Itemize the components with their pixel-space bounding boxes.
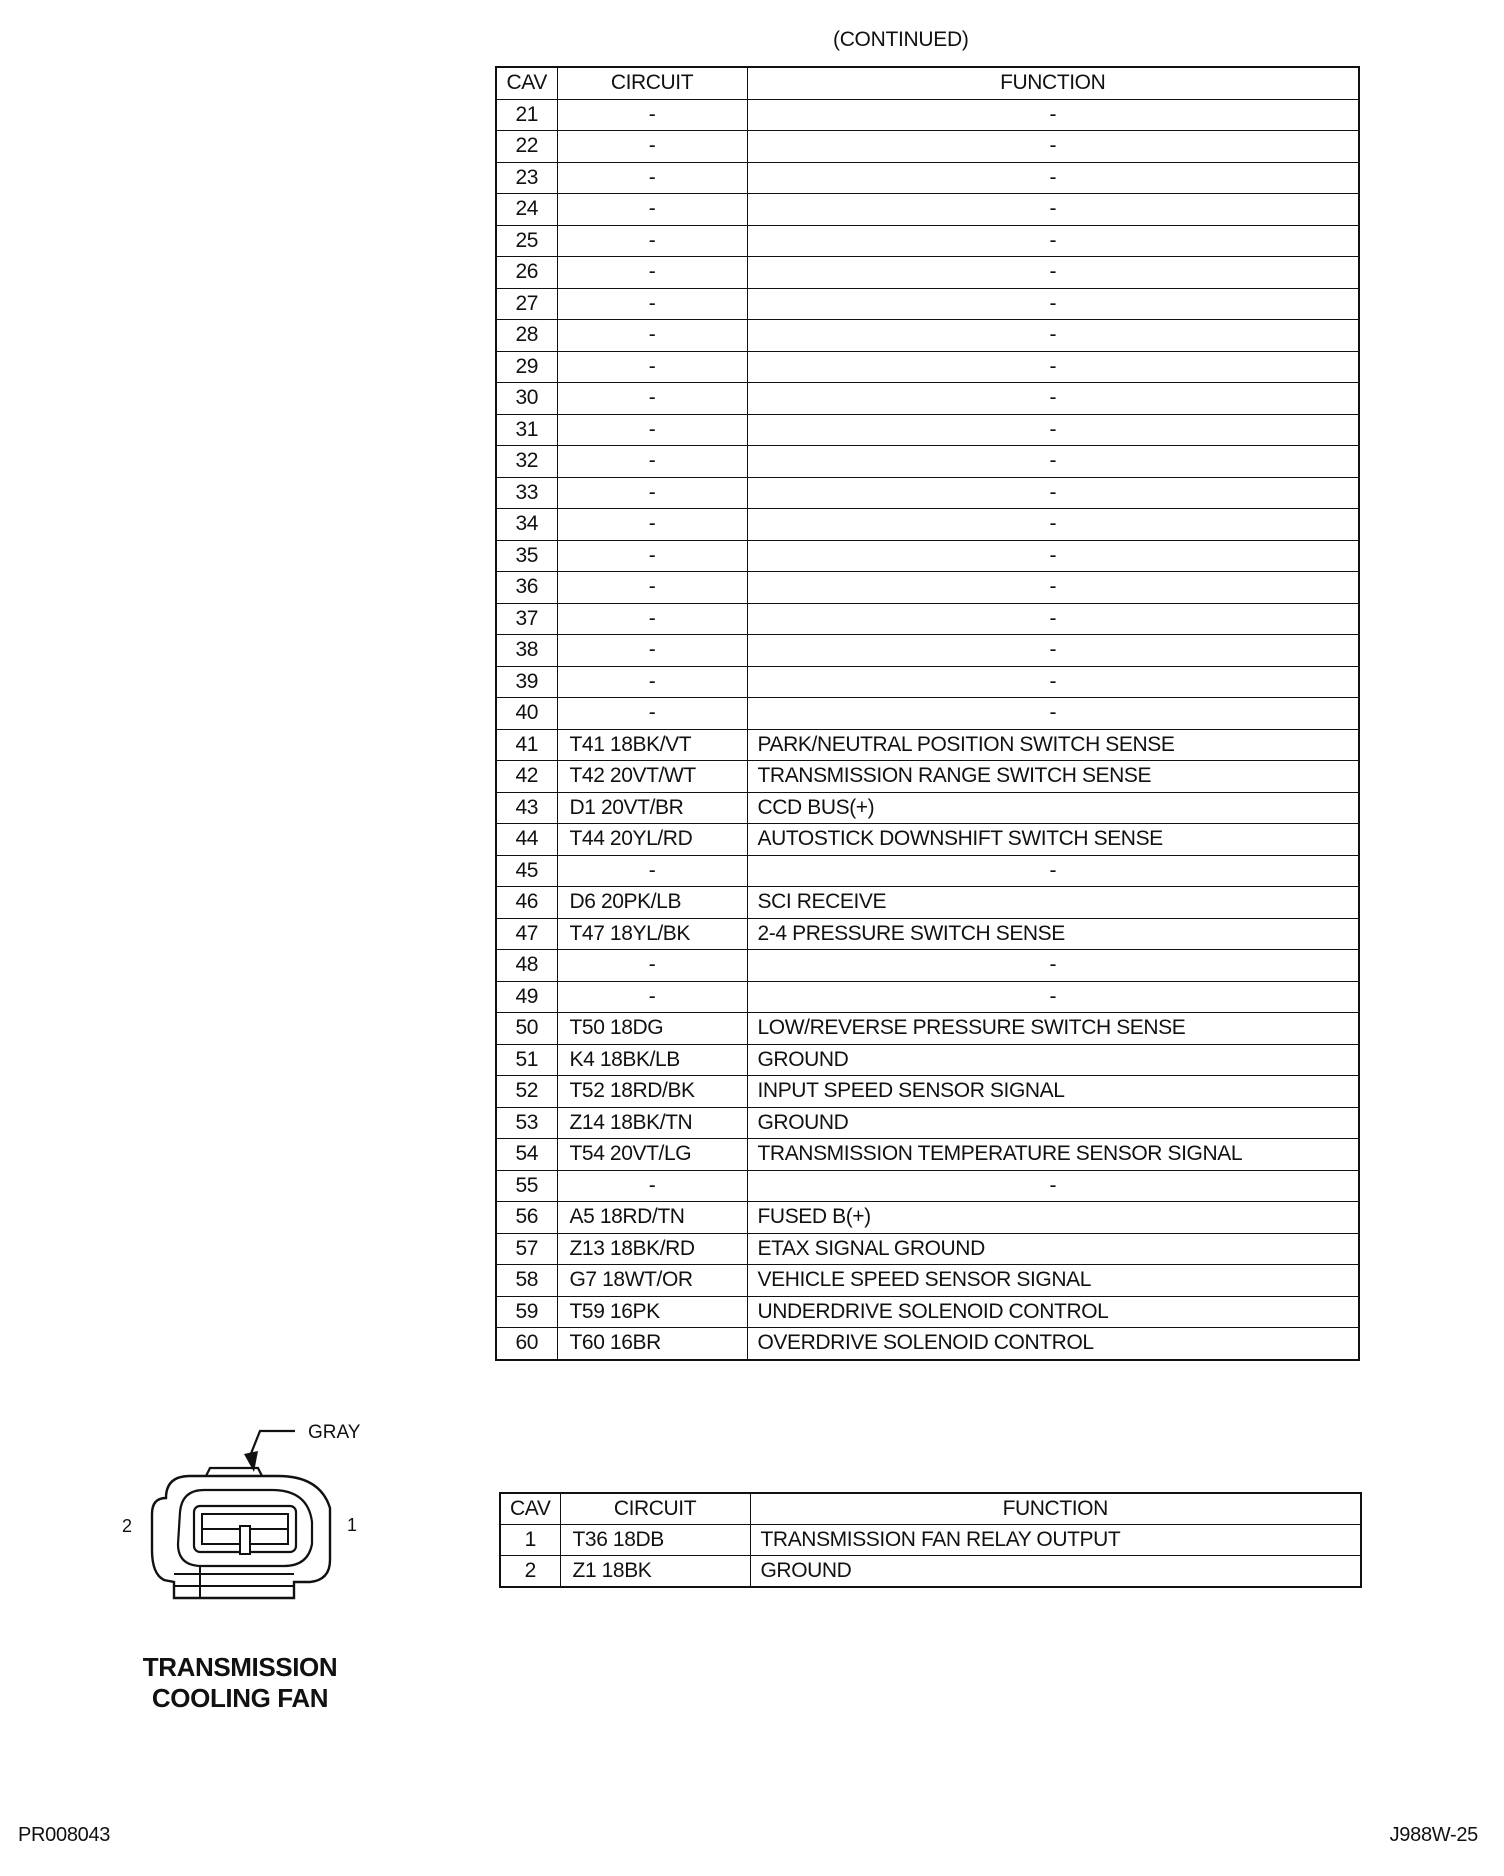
circuit-cell: Z13 18BK/RD — [557, 1233, 747, 1265]
cav-cell: 27 — [496, 288, 557, 320]
table-row — [496, 1296, 1359, 1328]
circuit-cell: - — [557, 99, 747, 131]
cav-cell: 22 — [496, 131, 557, 163]
circuit-cell: G7 18WT/OR — [557, 1265, 747, 1297]
function-cell: - — [747, 99, 1359, 131]
circuit-cell: T44 20YL/RD — [557, 824, 747, 856]
table-row — [496, 1107, 1359, 1139]
table-row — [496, 320, 1359, 352]
table-row — [496, 99, 1359, 131]
circuit-cell: - — [557, 666, 747, 698]
circuit-cell: - — [557, 446, 747, 478]
table-row — [496, 761, 1359, 793]
table-row — [496, 414, 1359, 446]
function-cell: - — [747, 320, 1359, 352]
function-cell: VEHICLE SPEED SENSOR SIGNAL — [747, 1265, 1359, 1297]
continued-label: (CONTINUED) — [833, 28, 969, 51]
table-row — [500, 1556, 1361, 1588]
circuit-cell: D6 20PK/LB — [557, 887, 747, 919]
cav-cell: 60 — [496, 1328, 557, 1360]
table-row — [496, 981, 1359, 1013]
circuit-cell: - — [557, 320, 747, 352]
cav-cell: 39 — [496, 666, 557, 698]
circuit-cell: - — [557, 131, 747, 163]
gray-label: GRAY — [308, 1422, 361, 1443]
circuit-cell: - — [557, 351, 747, 383]
connector-title — [110, 1652, 370, 1714]
table-row — [496, 383, 1359, 415]
circuit-cell: - — [557, 509, 747, 541]
function-cell: - — [747, 603, 1359, 635]
function-cell: UNDERDRIVE SOLENOID CONTROL — [747, 1296, 1359, 1328]
transmission-cooling-fan-connector — [108, 1410, 388, 1610]
circuit-cell: T52 18RD/BK — [557, 1076, 747, 1108]
function-cell: - — [747, 414, 1359, 446]
cav-cell: 41 — [496, 729, 557, 761]
table-row — [496, 194, 1359, 226]
cav-cell: 2 — [500, 1556, 560, 1588]
function-cell: - — [747, 257, 1359, 289]
cav-cell: 33 — [496, 477, 557, 509]
table-row — [496, 1139, 1359, 1171]
function-cell: - — [747, 698, 1359, 730]
function-cell: GROUND — [750, 1556, 1361, 1588]
function-cell: - — [747, 666, 1359, 698]
function-cell: - — [747, 509, 1359, 541]
cav-cell: 43 — [496, 792, 557, 824]
function-cell: - — [747, 351, 1359, 383]
function-cell: LOW/REVERSE PRESSURE SWITCH SENSE — [747, 1013, 1359, 1045]
circuit-cell: - — [557, 477, 747, 509]
table-row — [496, 477, 1359, 509]
cav-cell: 37 — [496, 603, 557, 635]
cav-cell: 56 — [496, 1202, 557, 1234]
circuit-cell: - — [557, 698, 747, 730]
table-row — [496, 855, 1359, 887]
circuit-cell: T41 18BK/VT — [557, 729, 747, 761]
circuit-cell: - — [557, 1170, 747, 1202]
table-row — [496, 1170, 1359, 1202]
circuit-cell: - — [557, 225, 747, 257]
circuit-cell: - — [557, 572, 747, 604]
function-cell: - — [747, 981, 1359, 1013]
table-row — [496, 1044, 1359, 1076]
circuit-cell: T50 18DG — [557, 1013, 747, 1045]
circuit-cell: - — [557, 540, 747, 572]
circuit-cell: - — [557, 414, 747, 446]
circuit-header: CIRCUIT — [560, 1493, 750, 1525]
table-row — [496, 509, 1359, 541]
cav-cell: 46 — [496, 887, 557, 919]
cav-cell: 49 — [496, 981, 557, 1013]
table-row — [496, 950, 1359, 982]
cav-cell: 25 — [496, 225, 557, 257]
function-cell: - — [747, 855, 1359, 887]
table-row — [496, 162, 1359, 194]
cav-cell: 59 — [496, 1296, 557, 1328]
function-cell: - — [747, 194, 1359, 226]
function-cell: TRANSMISSION TEMPERATURE SENSOR SIGNAL — [747, 1139, 1359, 1171]
circuit-cell: - — [557, 855, 747, 887]
table-row — [496, 792, 1359, 824]
function-cell: - — [747, 572, 1359, 604]
cav-header: CAV — [500, 1493, 560, 1525]
circuit-cell: T59 16PK — [557, 1296, 747, 1328]
circuit-cell: - — [557, 981, 747, 1013]
table-row — [496, 824, 1359, 856]
cav-cell: 34 — [496, 509, 557, 541]
table-row — [496, 1202, 1359, 1234]
table-row — [496, 1076, 1359, 1108]
function-cell: TRANSMISSION RANGE SWITCH SENSE — [747, 761, 1359, 793]
cav-header: CAV — [496, 67, 557, 99]
table-row — [496, 729, 1359, 761]
function-cell: - — [747, 477, 1359, 509]
table-row — [496, 540, 1359, 572]
circuit-cell: - — [557, 383, 747, 415]
table-row — [496, 1328, 1359, 1360]
function-cell: - — [747, 162, 1359, 194]
table-row — [496, 603, 1359, 635]
cav-cell: 26 — [496, 257, 557, 289]
function-cell: ETAX SIGNAL GROUND — [747, 1233, 1359, 1265]
cav-cell: 23 — [496, 162, 557, 194]
table-row — [496, 225, 1359, 257]
cav-cell: 48 — [496, 950, 557, 982]
function-cell: - — [747, 540, 1359, 572]
function-cell: GROUND — [747, 1107, 1359, 1139]
cav-cell: 50 — [496, 1013, 557, 1045]
circuit-cell: Z14 18BK/TN — [557, 1107, 747, 1139]
function-cell: CCD BUS(+) — [747, 792, 1359, 824]
table-row — [496, 572, 1359, 604]
cav-cell: 47 — [496, 918, 557, 950]
table-row — [496, 918, 1359, 950]
circuit-cell: K4 18BK/LB — [557, 1044, 747, 1076]
function-cell: FUSED B(+) — [747, 1202, 1359, 1234]
cav-cell: 57 — [496, 1233, 557, 1265]
pin-2-label: 2 — [122, 1516, 133, 1536]
table-row — [496, 1233, 1359, 1265]
cav-cell: 35 — [496, 540, 557, 572]
circuit-cell: - — [557, 950, 747, 982]
cav-cell: 38 — [496, 635, 557, 667]
function-header: FUNCTION — [747, 67, 1359, 99]
cav-cell: 55 — [496, 1170, 557, 1202]
cav-cell: 30 — [496, 383, 557, 415]
connector-diagram — [108, 1410, 388, 1610]
function-cell: - — [747, 131, 1359, 163]
function-cell: GROUND — [747, 1044, 1359, 1076]
cav-cell: 21 — [496, 99, 557, 131]
table-row — [496, 1265, 1359, 1297]
cav-cell: 58 — [496, 1265, 557, 1297]
circuit-cell: T36 18DB — [560, 1525, 750, 1556]
circuit-cell: - — [557, 194, 747, 226]
figure-code-left: PR008043 — [18, 1824, 111, 1846]
connector-title-line-1: TRANSMISSION — [142, 1652, 338, 1682]
circuit-cell: - — [557, 257, 747, 289]
cav-cell: 24 — [496, 194, 557, 226]
main-pinout-table — [495, 66, 1360, 1361]
table-row — [496, 666, 1359, 698]
table-row — [496, 288, 1359, 320]
table-row — [496, 446, 1359, 478]
cav-cell: 54 — [496, 1139, 557, 1171]
function-cell: - — [747, 950, 1359, 982]
pin-1-label: 1 — [347, 1515, 358, 1535]
cav-cell: 42 — [496, 761, 557, 793]
circuit-cell: T42 20VT/WT — [557, 761, 747, 793]
table-row — [496, 131, 1359, 163]
cav-cell: 31 — [496, 414, 557, 446]
table-row — [496, 698, 1359, 730]
cav-cell: 28 — [496, 320, 557, 352]
table-header-row — [500, 1493, 1361, 1525]
table-row — [496, 257, 1359, 289]
cav-cell: 36 — [496, 572, 557, 604]
table-row — [496, 351, 1359, 383]
cav-cell: 51 — [496, 1044, 557, 1076]
function-cell: OVERDRIVE SOLENOID CONTROL — [747, 1328, 1359, 1360]
cooling-fan-pinout-table — [499, 1492, 1362, 1588]
connector-title-line-2: COOLING FAN — [151, 1683, 329, 1713]
function-cell: - — [747, 383, 1359, 415]
cav-cell: 53 — [496, 1107, 557, 1139]
function-cell: PARK/NEUTRAL POSITION SWITCH SENSE — [747, 729, 1359, 761]
table-row — [496, 635, 1359, 667]
table-row — [496, 887, 1359, 919]
circuit-cell: T54 20VT/LG — [557, 1139, 747, 1171]
function-cell: INPUT SPEED SENSOR SIGNAL — [747, 1076, 1359, 1108]
table-header-row — [496, 67, 1359, 99]
circuit-cell: - — [557, 635, 747, 667]
circuit-cell: - — [557, 288, 747, 320]
function-cell: - — [747, 225, 1359, 257]
function-cell: 2-4 PRESSURE SWITCH SENSE — [747, 918, 1359, 950]
table-row — [500, 1525, 1361, 1556]
function-cell: - — [747, 635, 1359, 667]
function-cell: AUTOSTICK DOWNSHIFT SWITCH SENSE — [747, 824, 1359, 856]
figure-code-right: J988W-25 — [1389, 1824, 1478, 1846]
cav-cell: 32 — [496, 446, 557, 478]
cav-cell: 44 — [496, 824, 557, 856]
function-cell: - — [747, 1170, 1359, 1202]
function-cell: TRANSMISSION FAN RELAY OUTPUT — [750, 1525, 1361, 1556]
circuit-cell: D1 20VT/BR — [557, 792, 747, 824]
function-cell: SCI RECEIVE — [747, 887, 1359, 919]
circuit-cell: T60 16BR — [557, 1328, 747, 1360]
circuit-cell: Z1 18BK — [560, 1556, 750, 1588]
circuit-cell: - — [557, 162, 747, 194]
cav-cell: 45 — [496, 855, 557, 887]
cav-cell: 40 — [496, 698, 557, 730]
circuit-header: CIRCUIT — [557, 67, 747, 99]
cav-cell: 52 — [496, 1076, 557, 1108]
center-key — [240, 1526, 250, 1554]
cav-cell: 29 — [496, 351, 557, 383]
function-cell: - — [747, 446, 1359, 478]
cav-cell: 1 — [500, 1525, 560, 1556]
circuit-cell: A5 18RD/TN — [557, 1202, 747, 1234]
circuit-cell: T47 18YL/BK — [557, 918, 747, 950]
circuit-cell: - — [557, 603, 747, 635]
function-header: FUNCTION — [750, 1493, 1361, 1525]
function-cell: - — [747, 288, 1359, 320]
table-row — [496, 1013, 1359, 1045]
